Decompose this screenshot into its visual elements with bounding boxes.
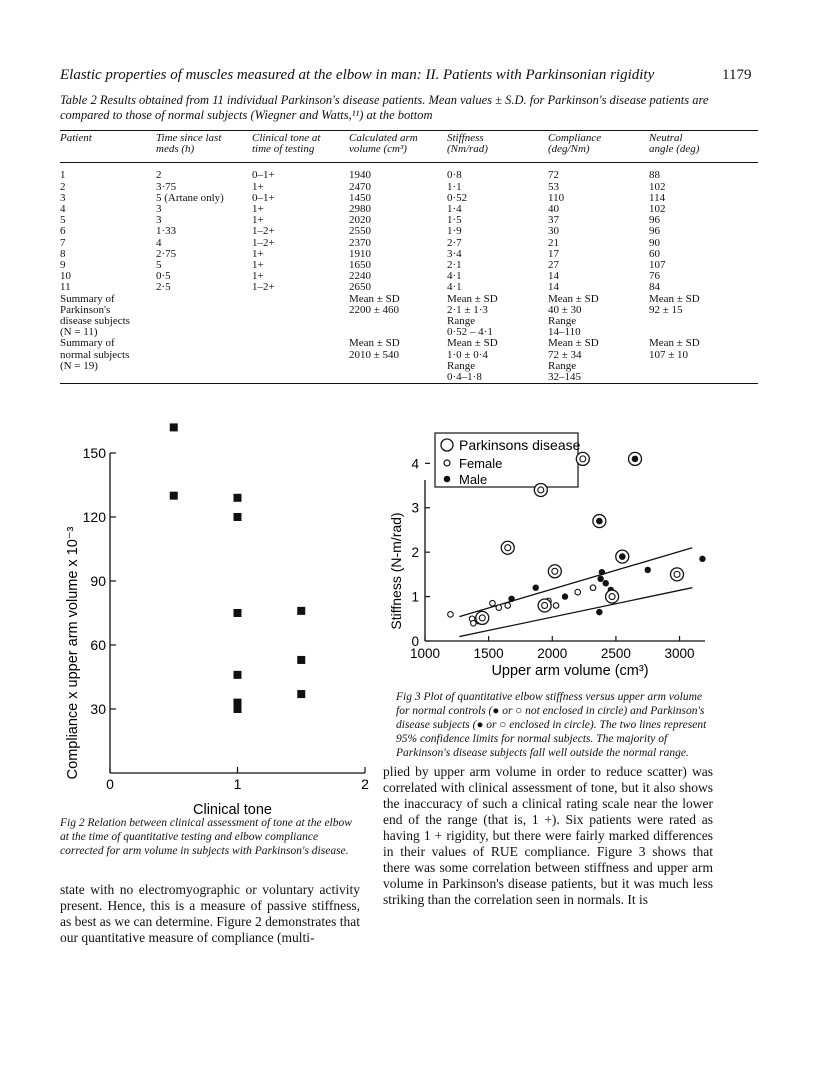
table-row bbox=[60, 170, 709, 181]
cell-line: Summary of bbox=[60, 292, 115, 305]
table-cell: 1450 bbox=[349, 191, 371, 204]
fig2-point bbox=[234, 609, 242, 617]
table-cell bbox=[649, 294, 709, 339]
fig3-x-tick-label: 3000 bbox=[664, 646, 695, 661]
fig3-legend-label: Female bbox=[459, 456, 503, 471]
table-cell: 2020 bbox=[349, 214, 371, 227]
column-header bbox=[60, 133, 156, 159]
table-cell: 10 bbox=[60, 270, 71, 283]
fig3-point-female bbox=[496, 605, 502, 611]
table-cell bbox=[649, 338, 709, 383]
column-header bbox=[349, 133, 447, 159]
cell-line: Range bbox=[548, 359, 577, 372]
fig3-point-parkinsons-inner bbox=[596, 518, 603, 525]
table-cell: 1+ bbox=[252, 247, 264, 260]
table-cell: 4·1 bbox=[447, 270, 462, 283]
table-cell: 5 (Artane only) bbox=[156, 191, 224, 204]
table-cell bbox=[349, 338, 447, 383]
column-header-line: Stiffness bbox=[447, 132, 484, 144]
fig3-x-tick-label: 1500 bbox=[473, 646, 504, 661]
fig3-point-male bbox=[562, 593, 568, 599]
table-cell: 4·1 bbox=[447, 281, 462, 294]
table-cell: 76 bbox=[649, 270, 660, 283]
fig3-legend-label: Male bbox=[459, 472, 488, 487]
table-row bbox=[60, 282, 709, 293]
fig3-legend-marker bbox=[444, 476, 451, 483]
table-cell: 2·7 bbox=[447, 236, 462, 249]
cell-line: 14–110 bbox=[548, 326, 581, 339]
table-cell: 107 bbox=[649, 259, 666, 272]
fig2-y-tick-label: 30 bbox=[90, 701, 106, 717]
table-cell: 2240 bbox=[349, 270, 371, 283]
table-cell: 2·75 bbox=[156, 247, 177, 260]
table-cell: 53 bbox=[548, 180, 559, 193]
cell-line: 2·1 ± 1·3 bbox=[447, 303, 488, 316]
table-cell: 1910 bbox=[349, 247, 371, 260]
table-cell bbox=[548, 294, 649, 339]
fig3-point-female bbox=[590, 585, 596, 591]
table-cell: 2·5 bbox=[156, 281, 171, 294]
cell-line: Summary of bbox=[60, 337, 115, 350]
table-cell: 1·5 bbox=[447, 214, 462, 227]
column-header-line: angle (deg) bbox=[649, 143, 700, 156]
table-cell: 17 bbox=[548, 247, 559, 260]
table-cell: 3 bbox=[156, 214, 162, 227]
cell-line: 2010 ± 540 bbox=[349, 348, 400, 361]
cell-line: (N = 11) bbox=[60, 326, 98, 339]
body-text-right: plied by upper arm volume in order to reduce scatter) was correlated with clinical assessment of tone, but it also shows the inaccuracy of such a clinical rating scale near the lower end of the range (that is, 1 +). Six patients were rated as having 1 + rigidity, but there were fairly marked differences in their values of RUE compliance. Figure 3 shows that there was some correlation between stiffness and upper arm volume in Parkinson's disease patients, but it was much less striking than the correlation seen in normals. It is bbox=[383, 764, 713, 907]
fig3-point-parkinsons bbox=[548, 565, 561, 578]
fig3-legend-label: Parkinsons disease bbox=[459, 437, 581, 453]
table-cell: 2 bbox=[60, 180, 66, 193]
column-header-line: Clinical tone at bbox=[252, 132, 321, 144]
table-cell bbox=[349, 294, 447, 339]
fig2-x-tick-label: 1 bbox=[233, 776, 242, 792]
table-cell: 2650 bbox=[349, 281, 371, 294]
table-cell: 27 bbox=[548, 259, 559, 272]
fig3-y-tick-label: 2 bbox=[411, 545, 419, 561]
fig2-x-tick-label: 2 bbox=[361, 776, 369, 792]
fig2-x-tick-label: 0 bbox=[106, 776, 114, 792]
fig2-y-label: Compliance x upper arm volume x 10⁻³ bbox=[65, 526, 81, 780]
table-cell: 1650 bbox=[349, 259, 371, 272]
table-cell: 1·33 bbox=[156, 225, 177, 238]
fig2-point bbox=[234, 513, 242, 521]
column-header-line: Calculated arm bbox=[349, 132, 418, 144]
table-cell bbox=[252, 338, 349, 383]
fig3-y-tick-label: 1 bbox=[411, 589, 419, 605]
fig3-y-tick-label: 0 bbox=[411, 634, 419, 649]
fig3-point-female bbox=[553, 603, 559, 609]
fig2-y-tick-label: 60 bbox=[90, 637, 106, 653]
fig3-point-parkinsons bbox=[534, 483, 547, 496]
table-cell: 3·75 bbox=[156, 180, 177, 193]
table-cell: 60 bbox=[649, 247, 660, 260]
cell-line: (N = 19) bbox=[60, 359, 98, 372]
table-cell bbox=[447, 294, 548, 339]
table-cell: 1+ bbox=[252, 180, 264, 193]
table-cell: 3 bbox=[156, 203, 162, 216]
column-header-line: (deg/Nm) bbox=[548, 143, 590, 156]
table-cell: 14 bbox=[548, 270, 559, 283]
fig2-point bbox=[234, 494, 242, 502]
column-header-line: Patient bbox=[60, 132, 92, 144]
table-cell: 0–1+ bbox=[252, 191, 275, 204]
fig2-y-tick-label: 90 bbox=[90, 573, 106, 589]
fig3-x-tick-label: 1000 bbox=[409, 646, 441, 661]
cell-line: Mean ± SD bbox=[447, 337, 498, 350]
fig2-chart bbox=[55, 420, 385, 815]
fig2-y-tick-label: 120 bbox=[82, 509, 106, 525]
table-cell: 0·8 bbox=[447, 169, 462, 182]
table-cell: 1+ bbox=[252, 203, 264, 216]
table-cell: 72 bbox=[548, 169, 559, 182]
fig3-x-tick-label: 2500 bbox=[600, 646, 631, 661]
fig2-x-label: Clinical tone bbox=[193, 802, 272, 815]
table-cell: 96 bbox=[649, 225, 660, 238]
fig3-y-tick-label: 3 bbox=[411, 500, 419, 516]
fig3-point-male bbox=[508, 596, 514, 602]
column-header-line: Neutral bbox=[649, 132, 683, 144]
table-cell: 21 bbox=[548, 236, 559, 249]
fig3-confidence-line bbox=[459, 548, 692, 617]
cell-line: 0·52 – 4·1 bbox=[447, 326, 493, 339]
fig3-point-parkinsons bbox=[476, 611, 489, 624]
fig3-point-male bbox=[645, 567, 651, 573]
table-cell: 6 bbox=[60, 225, 66, 238]
column-header-line: volume (cm³) bbox=[349, 143, 407, 156]
fig2-y-tick-label: 150 bbox=[82, 445, 106, 461]
column-header-line: (Nm/rad) bbox=[447, 143, 488, 156]
fig3-point-parkinsons-inner bbox=[619, 553, 626, 560]
column-header-line: Compliance bbox=[548, 132, 602, 144]
table-cell bbox=[252, 294, 349, 339]
cell-line: Range bbox=[548, 315, 577, 328]
cell-line: 0·4–1·8 bbox=[447, 371, 482, 384]
running-title: Elastic properties of muscles measured at the elbow in man: II. Patients with Parkinsonian rigidity bbox=[60, 67, 655, 83]
fig2-point bbox=[297, 690, 305, 698]
table-cell: 5 bbox=[60, 214, 66, 227]
table-cell: 1–2+ bbox=[252, 225, 275, 238]
cell-line: Parkinson's bbox=[60, 303, 111, 316]
table-cell: 0·52 bbox=[447, 191, 468, 204]
fig2-point bbox=[234, 705, 242, 713]
table-cell: 96 bbox=[649, 214, 660, 227]
column-header bbox=[649, 133, 709, 159]
cell-line: Mean ± SD bbox=[548, 292, 599, 305]
cell-line: 32–145 bbox=[548, 371, 581, 384]
table-cell: 1+ bbox=[252, 270, 264, 283]
table-cell bbox=[156, 294, 252, 339]
table-cell: 102 bbox=[649, 180, 666, 193]
fig3-caption: Fig 3 Plot of quantitative elbow stiffness versus upper arm volume for normal controls (● or ○ not enclosed in circle) and Parkinson's disease subjects (● or ○ enclosed in circle). The two lines represent 95% confidence limits for normal subjects. The majority of Parkinson's disease subjects fall well outside the normal range. bbox=[396, 691, 707, 759]
table-cell: 1940 bbox=[349, 169, 371, 182]
cell-line: disease subjects bbox=[60, 315, 130, 328]
fig2-caption: Fig 2 Relation between clinical assessment of tone at the elbow at the time of quantitative testing and elbow compliance corrected for arm volume in subjects with Parkinson's disease. bbox=[60, 817, 352, 857]
fig3-point-male bbox=[533, 584, 539, 590]
table-cell: 0·5 bbox=[156, 270, 171, 283]
table-cell: 2 bbox=[156, 169, 162, 182]
table-cell: 1·1 bbox=[447, 180, 462, 193]
fig2-point bbox=[297, 656, 305, 664]
table-cell: 8 bbox=[60, 247, 66, 260]
table-cell: 1–2+ bbox=[252, 281, 275, 294]
table-cell: 2·1 bbox=[447, 259, 462, 272]
fig3-x-tick-label: 2000 bbox=[537, 646, 568, 661]
cell-line: Mean ± SD bbox=[447, 292, 498, 305]
table-cell: 40 bbox=[548, 203, 559, 216]
table-cell: 2470 bbox=[349, 180, 371, 193]
cell-line: 40 ± 30 bbox=[548, 303, 582, 316]
table-cell bbox=[60, 294, 156, 339]
fig3-y-label: Stiffness (N-m/rad) bbox=[388, 512, 404, 630]
fig2-point bbox=[234, 671, 242, 679]
cell-line: 1·0 ± 0·4 bbox=[447, 348, 488, 361]
page-number: 1179 bbox=[722, 67, 752, 83]
table-cell: 37 bbox=[548, 214, 559, 227]
table-cell: 0–1+ bbox=[252, 169, 275, 182]
fig3-point-parkinsons-inner bbox=[632, 456, 639, 463]
table-cell: 88 bbox=[649, 169, 660, 182]
fig3-point-female bbox=[505, 603, 511, 609]
table-cell bbox=[60, 338, 156, 383]
table-caption: Table 2 Results obtained from 11 individual Parkinson's disease patients. Mean values ± S.D. for Parkinson's disease patients are compared to those of normal subjects (Wiegner and Watts,¹¹) at the bottom bbox=[60, 93, 709, 122]
cell-line: 107 ± 10 bbox=[649, 348, 689, 361]
table-cell: 102 bbox=[649, 203, 666, 216]
column-header bbox=[447, 133, 548, 159]
cell-line: normal subjects bbox=[60, 348, 130, 361]
cell-line: Mean ± SD bbox=[649, 292, 700, 305]
fig3-point-male bbox=[603, 580, 609, 586]
cell-line: 92 ± 15 bbox=[649, 303, 683, 316]
cell-line: 2200 ± 460 bbox=[349, 303, 400, 316]
table-cell: 9 bbox=[60, 259, 66, 272]
summary-normal-row bbox=[60, 338, 709, 383]
table-cell: 14 bbox=[548, 281, 559, 294]
table-cell: 7 bbox=[60, 236, 66, 249]
fig3-legend bbox=[435, 433, 581, 487]
cell-line: 72 ± 34 bbox=[548, 348, 582, 361]
fig3-point-male bbox=[599, 569, 605, 575]
table-cell: 1+ bbox=[252, 259, 264, 272]
fig2-point bbox=[170, 423, 178, 431]
fig3-x-label: Upper arm volume (cm³) bbox=[491, 663, 649, 679]
table-cell: 2370 bbox=[349, 236, 371, 249]
table-cell: 1 bbox=[60, 169, 66, 182]
table-top-rule bbox=[60, 130, 758, 131]
fig3-point-male bbox=[597, 576, 603, 582]
table-cell: 84 bbox=[649, 281, 660, 294]
table-cell: 110 bbox=[548, 191, 565, 204]
column-header bbox=[252, 133, 349, 159]
table-cell: 30 bbox=[548, 225, 559, 238]
cell-line: Mean ± SD bbox=[548, 337, 599, 350]
column-header bbox=[548, 133, 649, 159]
table-cell: 5 bbox=[156, 259, 162, 272]
table-cell: 11 bbox=[60, 281, 71, 294]
table-cell: 1·9 bbox=[447, 225, 462, 238]
table-header-row bbox=[60, 133, 709, 159]
table-cell: 4 bbox=[60, 203, 66, 216]
fig3-point-female bbox=[490, 600, 496, 606]
body-text-left: state with no electromyographic or voluntary activity present. Hence, this is a measure of passive stiffness, as best as we can determine. Figure 2 demonstrates that our quantitative measure of compliance (multi- bbox=[60, 882, 360, 945]
fig3-point-parkinsons bbox=[671, 568, 684, 581]
results-table bbox=[60, 133, 709, 383]
fig2-point bbox=[297, 607, 305, 615]
fig2-point bbox=[170, 492, 178, 500]
table-cell: 3 bbox=[60, 191, 66, 204]
table-cell bbox=[447, 338, 548, 383]
table-cell bbox=[548, 338, 649, 383]
table-cell: 114 bbox=[649, 191, 666, 204]
fig3-point-parkinsons bbox=[606, 590, 619, 603]
table-cell: 1·4 bbox=[447, 203, 462, 216]
table-cell: 1–2+ bbox=[252, 236, 275, 249]
table-cell: 2980 bbox=[349, 203, 371, 216]
table-cell bbox=[156, 338, 252, 383]
table-cell: 90 bbox=[649, 236, 660, 249]
table-cell: 4 bbox=[156, 236, 162, 249]
fig3-chart bbox=[385, 425, 715, 690]
fig3-point-male bbox=[596, 609, 602, 615]
fig3-point-female bbox=[448, 612, 454, 618]
table-cell: 2550 bbox=[349, 225, 371, 238]
summary-pd-row bbox=[60, 294, 709, 339]
fig3-confidence-line bbox=[459, 588, 692, 637]
column-header bbox=[156, 133, 252, 159]
column-header-line: Time since last bbox=[156, 132, 222, 144]
column-header-line: time of testing bbox=[252, 143, 315, 156]
table-row bbox=[60, 226, 709, 237]
fig3-point-female bbox=[575, 589, 581, 595]
fig3-y-tick-label: 4 bbox=[411, 456, 419, 472]
cell-line: Mean ± SD bbox=[349, 337, 400, 350]
fig3-point-male bbox=[699, 556, 705, 562]
column-header-line: meds (h) bbox=[156, 143, 195, 156]
cell-line: Mean ± SD bbox=[349, 292, 400, 305]
table-cell: 3·4 bbox=[447, 247, 462, 260]
table-cell: 1+ bbox=[252, 214, 264, 227]
cell-line: Mean ± SD bbox=[649, 337, 700, 350]
cell-line: Range bbox=[447, 359, 476, 372]
fig3-point-parkinsons bbox=[538, 599, 551, 612]
fig3-point-parkinsons bbox=[501, 541, 514, 554]
cell-line: Range bbox=[447, 315, 476, 328]
fig3-point-parkinsons bbox=[576, 452, 589, 465]
